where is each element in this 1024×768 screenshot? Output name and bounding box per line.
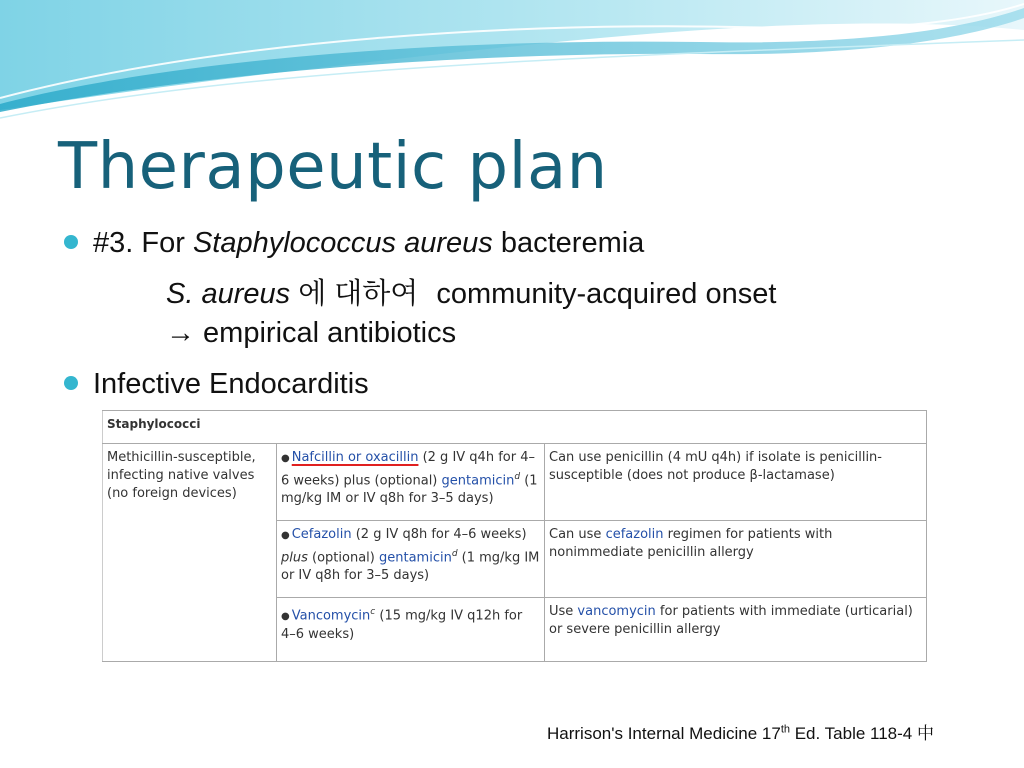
source-citation: Harrison's Internal Medicine 17th Ed. Table 118-4 中 (547, 723, 934, 743)
treatment-table (102, 410, 927, 662)
regimen-cell: ● Vancomycin$^c$ (15 mg/kg IV q12h for 4–6 weeks) (277, 598, 545, 662)
bullet-text: #3. For Staphylococcus aureus bacteremia (93, 227, 645, 259)
drug-link[interactable]: Nafcillin or oxacillin (291, 450, 419, 465)
slide-title: Therapeutic plan (58, 130, 608, 204)
table-header-cell: Staphylococci (103, 411, 927, 444)
drug-link[interactable]: gentamicin (441, 473, 515, 489)
drug-link[interactable]: cefazolin (605, 527, 664, 542)
comment-cell: Use vancomycin for patients with immediate (urticarial) or severe penicillin allergy (545, 598, 927, 662)
sub-bullet-empirical: → empirical antibiotics (166, 317, 457, 349)
table-row (103, 444, 927, 521)
bullet-dot-icon (64, 235, 78, 249)
right-arrow-icon: → (166, 317, 195, 349)
drug-link[interactable]: Vancomycin (291, 608, 371, 624)
bullet-dot-icon (64, 376, 78, 390)
table-header-row (103, 411, 927, 444)
drug-link[interactable]: vancomycin (577, 604, 656, 619)
header-swoosh-decoration (0, 0, 1024, 120)
bullet-staph-bacteremia (64, 226, 644, 260)
drug-link[interactable]: gentamicin (378, 550, 452, 566)
indication-cell: Methicillin-susceptible, infecting native valves (no foreign devices) (103, 444, 277, 662)
regimen-cell: ● Cefazolin (2 g IV q8h for 4–6 weeks) plus (optional) gentamicin$^d$ (1 mg/kg IM or IV q8h for 3–5 days) (277, 521, 545, 598)
sub-bullet-onset: S. aureus 에 대하여 community-acquired onset (166, 278, 777, 310)
comment-cell: Can use penicillin (4 mU q4h) if isolate is penicillin-susceptible (does not produce β-lactamase) (545, 444, 927, 521)
drug-link[interactable]: Cefazolin (291, 527, 352, 542)
bullet-infective-endocarditis: Infective Endocarditis (64, 367, 369, 401)
regimen-cell: ● Nafcillin or oxacillin (2 g IV q4h for 4–6 weeks) plus (optional) gentamicin$^d$ (1 mg/kg IM or IV q8h for 3–5 days) (277, 444, 545, 521)
comment-cell: Can use cefazolin regimen for patients with nonimmediate penicillin allergy (545, 521, 927, 598)
